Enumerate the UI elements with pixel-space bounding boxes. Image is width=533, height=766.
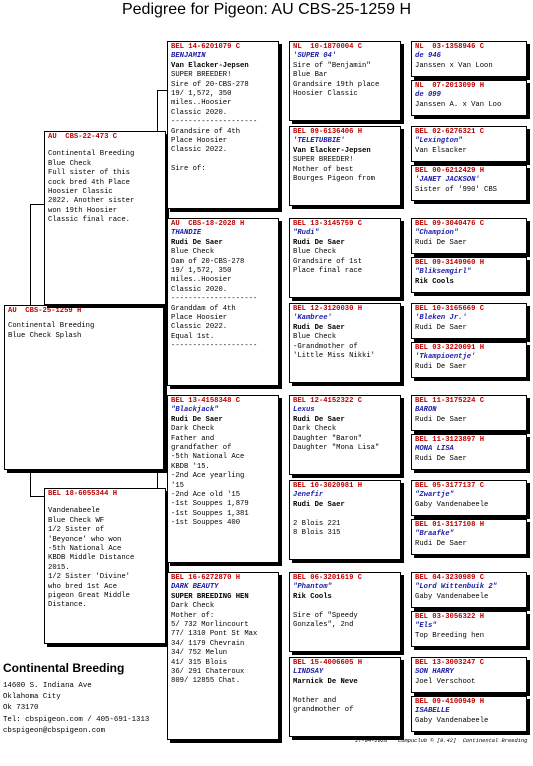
gen4-pigeon-7[interactable] — [411, 303, 527, 339]
detail-line: Distance. — [48, 601, 87, 610]
detail-line — [293, 602, 397, 611]
breeder-address: 14600 S. Indiana Ave — [3, 682, 92, 690]
detail-line: cock bred 4th Place — [48, 178, 130, 187]
detail-line: won 19th Hoosier — [48, 206, 118, 215]
pigeon-name: 'Kambree' — [293, 314, 332, 323]
connector — [30, 496, 44, 497]
detail-line: 36/ 291 Chateroux — [171, 668, 245, 677]
pigeon-name: SON HARRY — [415, 668, 454, 677]
ring-number: BEL 09-6136406 H — [293, 128, 363, 136]
ring-number: AU CBS-25-1259 H — [8, 307, 82, 315]
detail-line: miles..Hoosier — [171, 99, 232, 108]
ring-number: BEL 12-4152322 C — [293, 397, 363, 405]
owner: Rudi De Saer — [415, 454, 467, 463]
pigeon-name: de 099 — [415, 91, 441, 100]
detail-line: Dark Check — [171, 602, 215, 611]
detail-line: Hoosier Classic — [293, 90, 358, 99]
great-grandparent-4[interactable] — [289, 303, 401, 383]
breeder-city: Oklahoma City — [3, 693, 61, 702]
detail-line: 77/ 1310 Pont St Max — [171, 630, 258, 639]
ring-number: BEL 13-4158348 C — [171, 397, 241, 405]
detail-line: Equal 1st. — [171, 332, 215, 341]
ring-number: BEL 05-3177137 C — [415, 482, 485, 490]
detail-line: grandfather of — [171, 444, 232, 453]
pigeon-name: "Rudi" — [293, 229, 319, 238]
detail-line: 1/2 Sister 'Divine' — [48, 573, 130, 582]
detail-line: Father and — [171, 434, 215, 443]
detail-line: Mother and — [293, 696, 337, 705]
detail-line: 5/ 732 Morlincourt — [171, 621, 249, 630]
owner: Rik Cools — [293, 592, 332, 601]
pigeon-name: LINDSAY — [293, 668, 324, 677]
pigeon-name: 'TELETUBBIE' — [293, 137, 345, 146]
owner: Sister of '990' CBS — [415, 185, 497, 194]
detail-line: KBDB '15. — [171, 462, 210, 471]
breeder-info — [3, 660, 173, 737]
owner: Rudi De Saer — [171, 415, 223, 424]
detail-line: Vandenabeele — [48, 507, 100, 516]
connector — [157, 90, 167, 91]
detail-line: SUPER BREEDER! — [171, 71, 232, 80]
ring-number: BEL 10-3020981 H — [293, 482, 363, 490]
pigeon-name: 'JANET JACKSON' — [415, 176, 480, 185]
ring-number: BEL 11-3175224 C — [415, 397, 485, 405]
detail-line: Blue Check — [293, 333, 337, 342]
owner: Rudi De Saer — [415, 415, 467, 424]
ring-number: BEL 02-6276321 C — [415, 128, 485, 136]
detail-line: 19/ 1,572, 350 — [171, 267, 232, 276]
pigeon-name: THANDIE — [171, 229, 202, 238]
owner: SUPER BREEDING HEN — [171, 592, 249, 601]
pigeon-name: ISABELLE — [415, 707, 450, 716]
detail-line: Grandsire of 1st — [293, 257, 363, 266]
detail-line: Granddam of 4th — [171, 304, 236, 313]
detail-line: Classic 2020. — [171, 285, 228, 294]
detail-line: Classic 2022. — [171, 146, 228, 155]
gen4-pigeon-12[interactable] — [411, 519, 527, 555]
gen4-pigeon-15[interactable] — [411, 657, 527, 693]
detail-line: Blue Check — [48, 159, 92, 168]
pigeon-name: "Bliksemgirl" — [415, 268, 472, 277]
detail-line: Dark Check — [293, 425, 337, 434]
detail-line: -2nd Ace yearling — [171, 472, 245, 481]
detail-line: Classic 2020. — [171, 108, 228, 117]
detail-line: SUPER BREEDER! — [293, 156, 354, 165]
pigeon-name: 'Tkampioentje' — [415, 353, 476, 362]
ring-number: NL 07-2013099 H — [415, 82, 485, 90]
sire-pigeon[interactable] — [44, 131, 166, 305]
owner: Rudi De Saer — [293, 238, 345, 247]
owner: Rudi De Saer — [293, 415, 345, 424]
detail-line: -1st Souppes 400 — [171, 519, 241, 528]
gen4-pigeon-11[interactable] — [411, 480, 527, 516]
detail-line: Gonzales", 2nd — [293, 621, 354, 630]
gen4-pigeon-16[interactable] — [411, 696, 527, 732]
owner: Joel Verschoot — [415, 677, 476, 686]
ring-number: BEL 09-3149960 H — [415, 259, 485, 267]
pigeon-name: "Blackjack" — [171, 406, 219, 415]
ring-number: AU CBS-18-2028 H — [171, 220, 245, 228]
detail-line: -Grandmother of — [293, 342, 358, 351]
ring-number: NL 03-1358946 C — [415, 43, 485, 51]
breeder-name: Continental Breeding — [3, 661, 125, 675]
detail-line: Hoosier Classic — [48, 188, 113, 197]
detail-line: -------------------- — [171, 342, 258, 351]
ring-number: BEL 01-3117108 H — [415, 521, 485, 529]
owner: Rudi De Saer — [171, 238, 223, 247]
owner: Van Elsacker — [415, 146, 467, 155]
subject-pigeon[interactable] — [4, 305, 164, 470]
owner: Rudi De Saer — [415, 539, 467, 548]
breeder-contact: Tel: cbspigeon.com / 405-691-1313 — [3, 715, 150, 724]
gen4-pigeon-10[interactable] — [411, 434, 527, 470]
connector — [157, 90, 158, 135]
great-grandparent-1[interactable] — [289, 41, 401, 121]
detail-line: Place Hoosier — [171, 314, 228, 323]
ring-number: BEL 09-3040476 C — [415, 220, 485, 228]
pigeon-name: MONA LISA — [415, 445, 454, 454]
detail-line: Sire of "Benjamin" — [293, 61, 371, 70]
dam-pigeon[interactable] — [44, 488, 166, 644]
ring-number: BEL 12-3120030 H — [293, 305, 363, 313]
ring-number: BEL 14-6201079 C — [171, 43, 241, 51]
detail-line: Classic 2022. — [171, 323, 228, 332]
owner: Gaby Vandenabeele — [415, 592, 489, 601]
ring-number: BEL 15-4006605 H — [293, 659, 363, 667]
detail-line: -5th National Ace — [48, 545, 122, 554]
detail-line: Bourges Pigeon from — [293, 175, 375, 184]
grandsire-paternal[interactable] — [167, 41, 279, 209]
owner: Van Elacker-Jepsen — [171, 61, 249, 70]
detail-line: Grandsire 19th place — [293, 80, 380, 89]
detail-line: Blue Bar — [293, 71, 328, 80]
pigeon-name: "Zwartje" — [415, 491, 454, 500]
owner: Marnick De Neve — [293, 677, 358, 686]
detail-line: Sire of 20-CBS-278 — [171, 80, 249, 89]
owner: Rik Cools — [415, 277, 454, 286]
granddam-maternal[interactable] — [167, 572, 279, 740]
owner: Top Breeding hen — [415, 631, 485, 640]
pigeon-name: "Champion" — [415, 229, 459, 238]
detail-line — [293, 510, 397, 519]
detail-line: Dark Check — [171, 425, 215, 434]
detail-line: 'Little Miss Nikki' — [293, 352, 375, 361]
ring-number: BEL 13-3145759 C — [293, 220, 363, 228]
detail-line: who bred 1st Ace — [48, 582, 118, 591]
pigeon-name: 'SUPER 04' — [293, 52, 337, 61]
page-title: Pedigree for Pigeon: AU CBS-25-1259 H — [121, 1, 412, 18]
owner: Gaby Vandenabeele — [415, 716, 489, 725]
breeder-state: Ok 73170 — [3, 704, 39, 713]
detail-line: Daughter "Mona Lisa" — [293, 444, 380, 453]
gen4-pigeon-2[interactable] — [411, 80, 527, 116]
detail-line: Mother of: — [171, 611, 215, 620]
owner: Janssen A. x Van Loo — [415, 100, 502, 109]
detail-line: Blue Check Splash — [8, 331, 82, 340]
detail-line: Full sister of this — [48, 169, 130, 178]
ring-number: BEL 09-4100949 H — [415, 698, 485, 706]
pigeon-name: "Braafke" — [415, 530, 454, 539]
pigeon-name: BENJAMIN — [171, 52, 206, 61]
detail-line: 2015. — [48, 563, 70, 572]
pigeon-name: "Els" — [415, 622, 437, 631]
granddam-paternal[interactable] — [167, 218, 279, 386]
great-grandparent-3[interactable] — [289, 218, 401, 298]
gen4-pigeon-4[interactable] — [411, 165, 527, 201]
detail-line: -------------------- — [171, 295, 258, 304]
grandsire-maternal[interactable] — [167, 395, 279, 563]
footer-software: Compuclub © [9.42] Continental Breeding — [398, 738, 528, 744]
owner: Rudi De Saer — [415, 362, 467, 371]
great-grandparent-7[interactable] — [289, 572, 401, 652]
pigeon-name: "Lord Wittenbuik 2" — [415, 583, 497, 592]
detail-line — [171, 156, 275, 165]
connector — [30, 204, 44, 205]
detail-line: grandmother of — [293, 706, 354, 715]
pigeon-name: "Lexington" — [415, 137, 463, 146]
detail-line: -1st Souppes 1,879 — [171, 500, 249, 509]
pigeon-name: 'Bleken Jr.' — [415, 314, 467, 323]
detail-line: 809/ 12855 Chat. — [171, 677, 241, 686]
gen4-pigeon-3[interactable] — [411, 126, 527, 162]
gen4-pigeon-8[interactable] — [411, 342, 527, 378]
detail-line: Place final race — [293, 267, 363, 276]
ring-number: AU CBS-22-473 C — [48, 133, 118, 141]
detail-line: 1/2 Sister of — [48, 526, 105, 535]
detail-line: 2022. Another sister — [48, 197, 135, 206]
detail-line: 34/ 752 Melun — [171, 649, 228, 658]
detail-line: Blue Check — [171, 248, 215, 257]
owner: Van Elacker-Jepsen — [293, 146, 371, 155]
pigeon-name: DARK BEAUTY — [171, 583, 219, 592]
gen4-pigeon-13[interactable] — [411, 572, 527, 608]
detail-line: miles..Hoosier — [171, 276, 232, 285]
connector — [30, 204, 31, 312]
ring-number: BEL 03-3056322 H — [415, 613, 485, 621]
detail-line: Continental Breeding — [48, 150, 135, 159]
detail-line: Daughter "Baron" — [293, 434, 363, 443]
detail-line: Mother of best — [293, 165, 354, 174]
detail-line: 34/ 1179 Chevrain — [171, 639, 245, 648]
ring-number: BEL 06-3201619 C — [293, 574, 363, 582]
detail-line: -2nd Ace old '15 — [171, 491, 241, 500]
pigeon-name: Lexus — [293, 406, 315, 415]
great-grandparent-8[interactable] — [289, 657, 401, 737]
detail-line: -1st Souppes 1,381 — [171, 509, 249, 518]
ring-number: BEL 04-3230989 C — [415, 574, 485, 582]
detail-line: pigeon Great Middle — [48, 592, 130, 601]
detail-line: Classic final race. — [48, 216, 130, 225]
owner: Rudi De Saer — [293, 500, 345, 509]
owner: Rudi De Saer — [415, 238, 467, 247]
owner: Janssen x Van Loon — [415, 61, 493, 70]
detail-line: 19/ 1,572, 350 — [171, 90, 232, 99]
detail-line: Dam of 20-CBS-278 — [171, 257, 245, 266]
detail-line: Blue Check — [293, 248, 337, 257]
pigeon-name: "Phantom" — [293, 583, 332, 592]
footer-date: 27-04-2026 — [355, 738, 388, 744]
detail-line: 8 Blois 315 — [293, 529, 341, 538]
detail-line: Sire of: — [171, 165, 206, 174]
detail-line: 41/ 315 Blois — [171, 658, 228, 667]
gen4-pigeon-6[interactable] — [411, 257, 527, 293]
ring-number: BEL 18-6055344 H — [48, 490, 118, 498]
gen4-pigeon-1[interactable] — [411, 41, 527, 77]
ring-number: BEL 11-3123897 H — [415, 436, 485, 444]
ring-number: BEL 16-6272870 H — [171, 574, 241, 582]
ring-number: BEL 10-3165669 C — [415, 305, 485, 313]
ring-number: BEL 03-3220091 H — [415, 344, 485, 352]
gen4-pigeon-14[interactable] — [411, 611, 527, 647]
great-grandparent-5[interactable] — [289, 395, 401, 475]
ring-number: BEL 13-3003247 C — [415, 659, 485, 667]
great-grandparent-2[interactable] — [289, 126, 401, 206]
detail-line: Blue Check WF — [48, 516, 105, 525]
ring-number: BEL 00-6212429 H — [415, 167, 485, 175]
pigeon-name: BARON — [415, 406, 437, 415]
owner: Gaby Vandenabeele — [415, 500, 489, 509]
detail-line: 'Beyonce' who won — [48, 535, 122, 544]
detail-line: -------------------- — [171, 118, 258, 127]
detail-line: Grandsire of 4th — [171, 127, 241, 136]
ring-number: NL 10-1870004 C — [293, 43, 363, 51]
detail-line: 2 Blois 221 — [293, 519, 341, 528]
detail-line: KBDB Middle Distance — [48, 554, 135, 563]
breeder-email: cbspigeon@cbspigeon.com — [3, 726, 106, 735]
pigeon-name: de 946 — [415, 52, 441, 61]
detail-line: Place Hoosier — [171, 137, 228, 146]
detail-line — [293, 687, 397, 696]
detail-line: Continental Breeding — [8, 322, 95, 331]
gen4-pigeon-9[interactable] — [411, 395, 527, 431]
detail-line: Sire of "Speedy — [293, 611, 358, 620]
pigeon-name: Jenefir — [293, 491, 324, 500]
great-grandparent-6[interactable] — [289, 480, 401, 560]
owner: Rudi De Saer — [293, 323, 345, 332]
owner: Rudi De Saer — [415, 323, 467, 332]
detail-line: '15 — [171, 481, 184, 490]
gen4-pigeon-5[interactable] — [411, 218, 527, 254]
detail-line: -5th National Ace — [171, 453, 245, 462]
